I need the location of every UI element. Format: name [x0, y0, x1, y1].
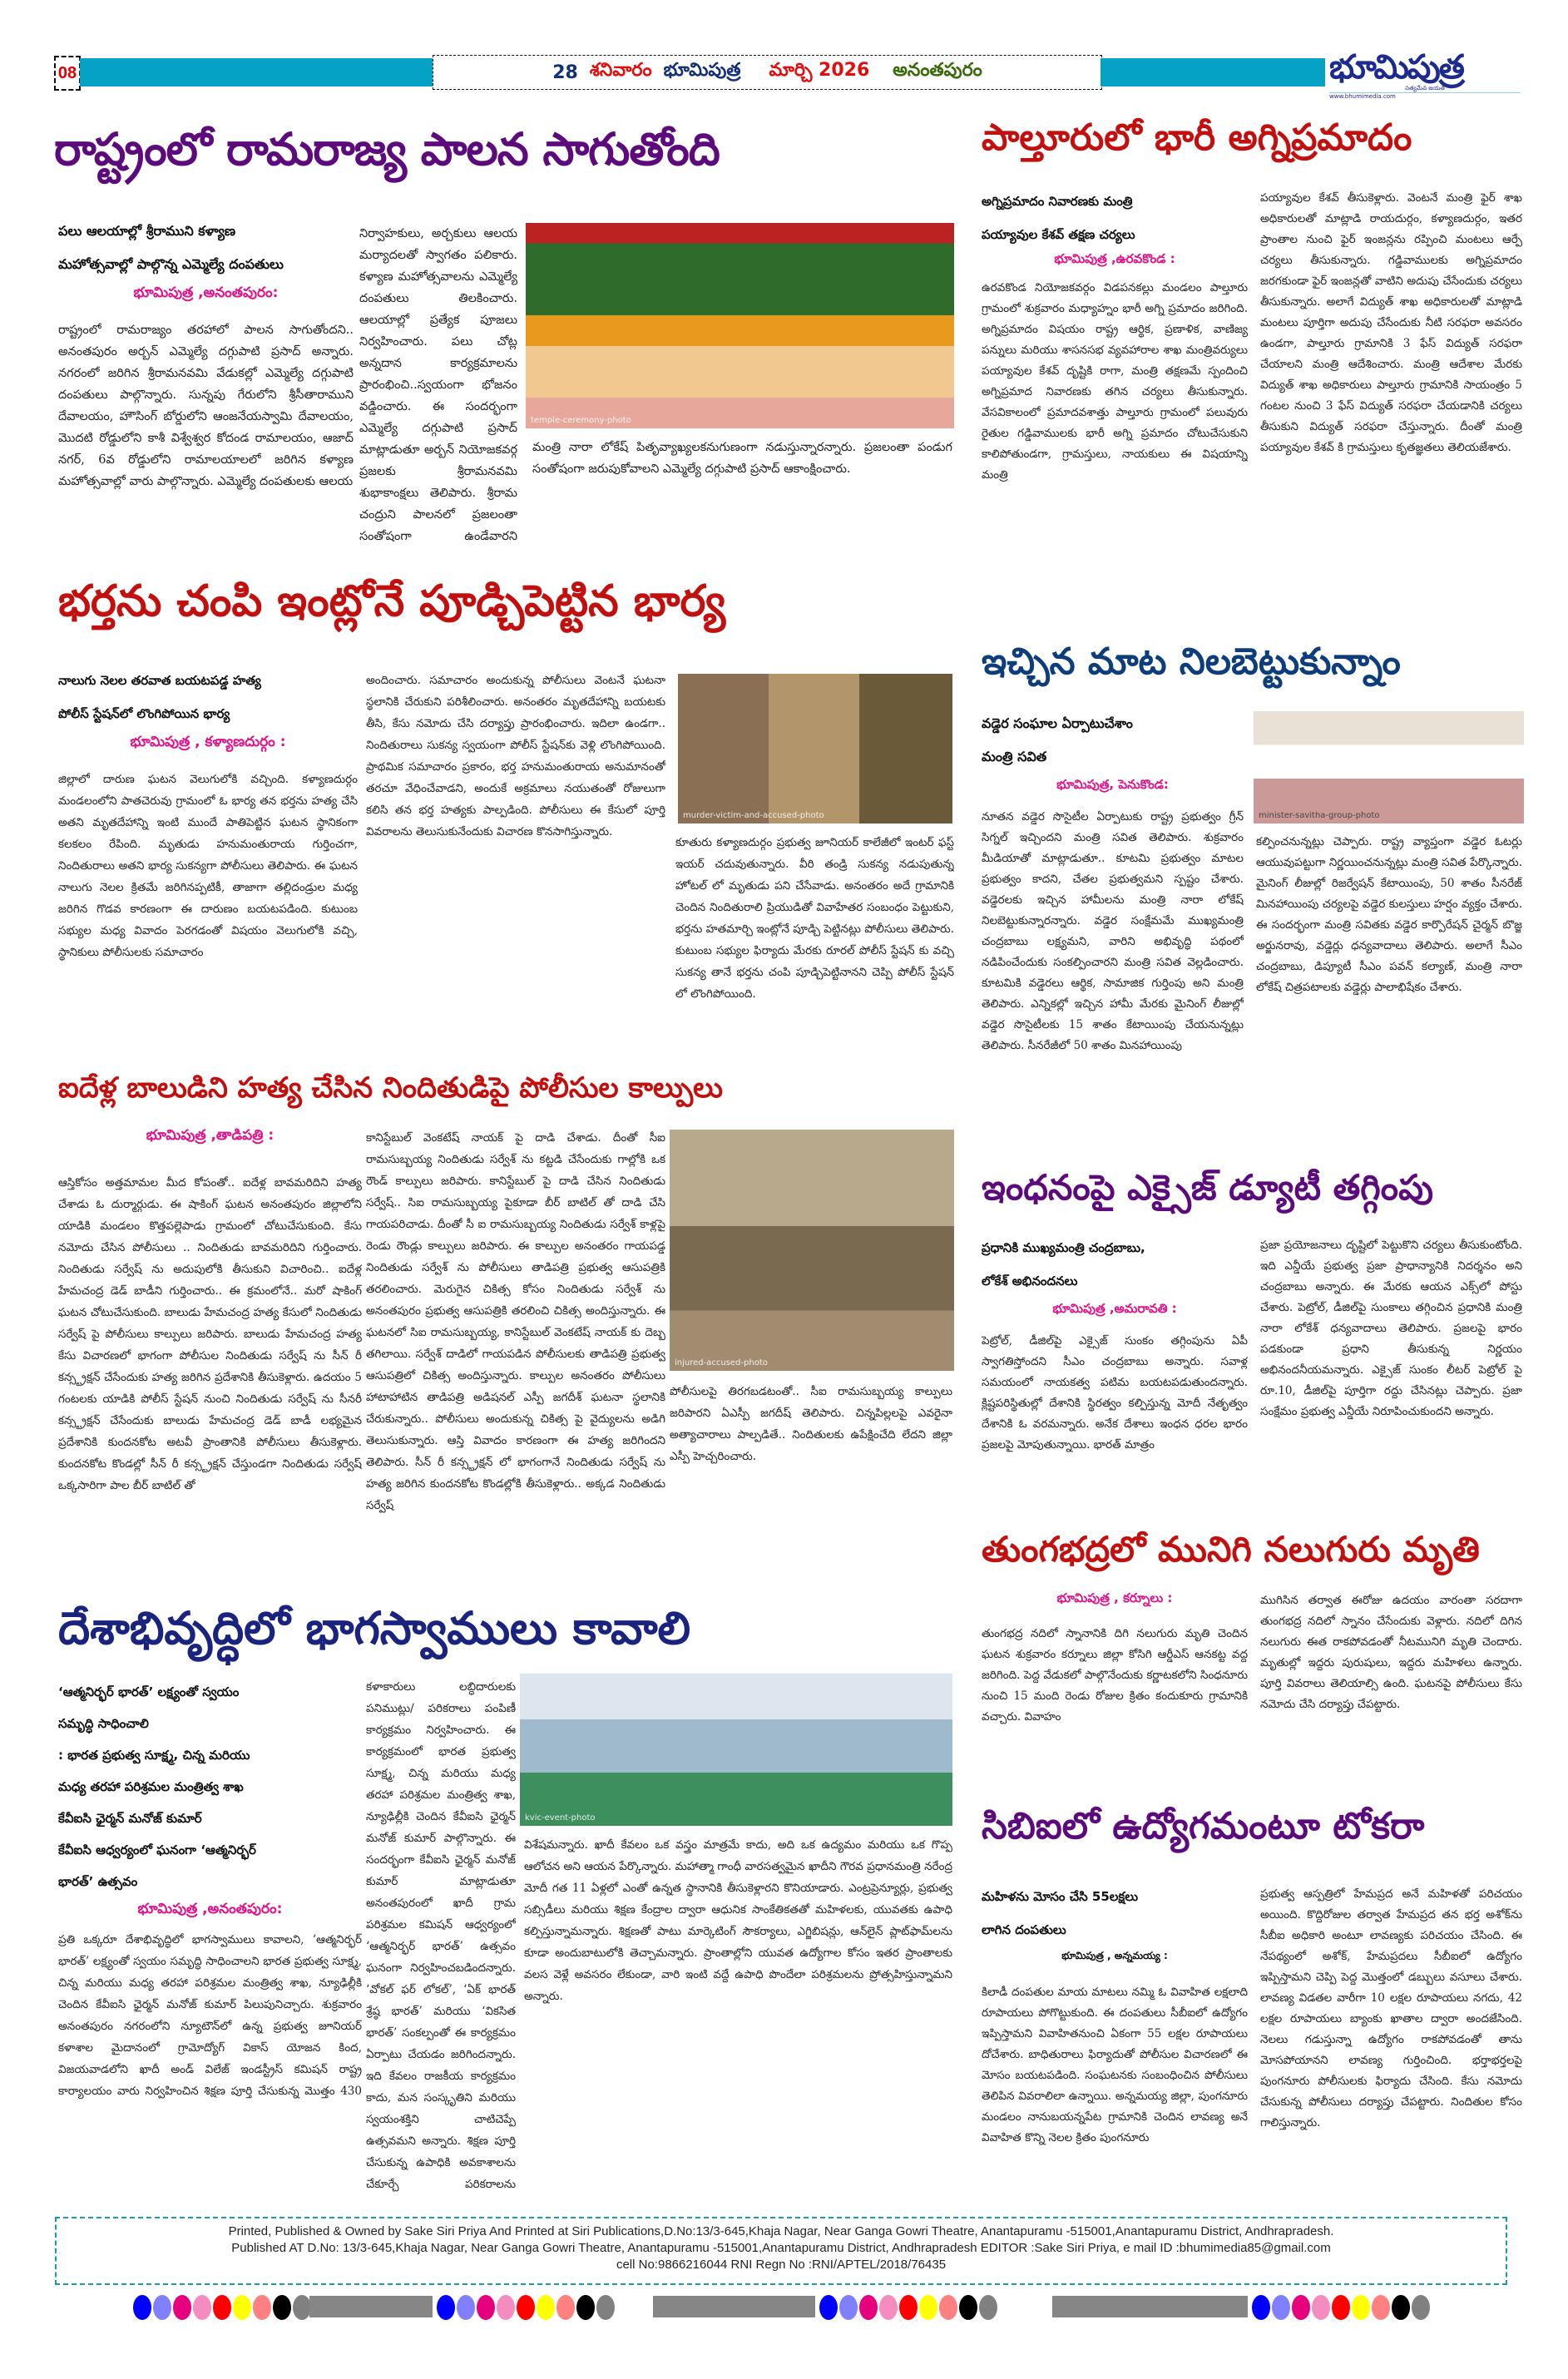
subhead: ‘ఆత్మనిర్భర్ భారత్’ లక్ష్యంతో స్వయం — [58, 1684, 240, 1699]
article-body: ముగిసిన తర్వాత ఈరోజు ఉదయం వారంతా సరదాగా తుంగభద్ర నదిలో స్నానం చేసేందుకు వెళ్లారు. నదిలో దిగిన నలుగురు ఈత రాకపోవడంతో నీటమునిగి మృతి చెందారు. మృతుల్లో ఇద్దరు పురుషులు, ఇద్దరు మహిళలు ఉన్నారు. పూర్తి వివరాలు తెలియాల్సి ఉంది. ఘటనపై పోలీసులు కేసు నమోదు చేసి దర్యాప్తు చేపట్టారు. — [1260, 1594, 1522, 1711]
registration-dot — [576, 2295, 595, 2320]
article-body: నూతన వడ్డెర సొసైటీల ఏర్పాటుకు రాష్ట్ర ప్రభుత్వం గ్రీన్ సిగ్నల్ ఇచ్చిందని మంత్రి సవిత తెలిపారు. శుక్రవారం మీడియాతో మాట్లాడుతూ.. కూటమి ప్రభుత్వం మాటల ప్రభుత్వం కాదని, చేతల ప్రభుత్వమని స్పష్టం చేశారు. వడ్డెరలకు ఇచ్చిన హామీలను మంత్రి నారా లోకేష్ నిలబెట్టుకున్నారన్నారు. వడ్డెర సంక్షేమమే ముఖ్యమంత్రి చంద్రబాబు లక్ష్యమని, వారిని అభివృద్ధి పథంలో నడిపించేందుకు సంకల్పించారని మంత్రి సవిత వెల్లడించారు. కూటమికి వడ్డెరలు ఆర్థిక, సామాజిక గుర్తింపు అని మంత్రి తెలిపారు. ఎన్నికల్లో ఇచ్చిన హామీ మేరకు మైనింగ్ లీజుల్లో వడ్డెర సొసైటీలకు 15 శాతం కేటాయింపు చేయనున్నట్లు తెలిపారు. సీనరేజీలో 50 శాతం మినహాయింపు — [982, 810, 1244, 1052]
temple-ceremony-photo: temple-ceremony-photo — [526, 223, 954, 428]
subhead: : భారత ప్రభుత్వ సూక్ష్మ, చిన్న మరియు — [58, 1748, 250, 1763]
registration-dot — [1412, 2295, 1430, 2320]
registration-dot — [859, 2295, 878, 2320]
registration-dot — [173, 2295, 191, 2320]
registration-dot — [919, 2295, 937, 2320]
article-body: పోలీసులపై తిరగబడటంతో.. సీఐ రామసుబ్బయ్య కాల్పులు జరిపారని ఏఎస్పీ జగదీష్ తెలిపారు. చిన్నపిల్లలపై ఎవరైనా అత్యాచారాలు పాల్పడితే.. నిందితులకు ఉపేక్షించేది లేదని జిల్లా ఎస్పీ హెచ్చరించారు. — [670, 1385, 952, 1463]
headline-excise-duty: ఇంధనంపై ఎక్సైజ్ డ్యూటీ తగ్గింపు — [982, 1167, 1433, 1208]
logo-text: భూమిపుత్ర — [1329, 50, 1463, 87]
article-body: కూతురు కళ్యాణదుర్గం ప్రభుత్వ జూనియర్ కాలేజీలో ఇంటర్ ఫస్ట్ ఇయర్ చదువుతున్నారు. వీరి తండ్రి సుకన్య నడుపుతున్న హోటల్ లో మృతుడు పని చేసేవాడు. అనంతరం అదే గ్రామానికి చెందిన నిందితురాలి ప్రియుడితో వివాహేతర సంబంధం పెట్టుకుని, భర్తను హతమార్చి ఇంట్లోనే పూడ్చి పెట్టినట్లు పోలీసులు తెలిపారు. కుటుంబ సభ్యుల ఫిర్యాదు మేరకు రూరల్ పోలీస్ స్టేషన్ కు వచ్చి సుకన్య తానే భర్తను చంపి పూడ్చిపెట్టినానని చెప్పి పోలీస్ స్టేషన్ లో లొంగిపోయింది. — [675, 836, 954, 1001]
gray-registration-bar — [309, 2296, 433, 2317]
imprint-line-1: Printed, Published & Owned by Sake Siri Priya And Printed at Siri Publications,D.No:13/3-645,Khaja Nagar, Near Ganga Gowri Theatre, Anantapuramu -515001,Anantapuramu District, Andhrapradesh. — [228, 2224, 1334, 2238]
registration-dot — [133, 2295, 151, 2320]
article-body: కళాకారులు లబ్ధిదారులకు పనిముట్లు/ పరికరాలు పంపిణీ కార్యక్రమం నిర్వహించారు. ఈ కార్యక్రమంలో భారత ప్రభుత్వ సూక్ష్మ, చిన్న మరియు మధ్య తరహా పరిశ్రమల మంత్రిత్వ శాఖ, న్యూఢిల్లీకి చెందిన కేవీఐసి ఛైర్మన్ మనోజ్ కుమార్ పాల్గొన్నారు. ఈ సందర్భంగా కేవీఐసి ఛైర్మన్ మనోజ్ కుమార్ మాట్లాడుతూ అనంతపురంలో ఖాదీ గ్రామ పరిశ్రమల కమిషన్ ఆధ్వర్యంలో ‘ఆత్మనిర్భర్ భారత్’ ఉత్సవం ఘనంగా నిర్వహించబడిందన్నారు. ‘వోకల్ ఫర్ లోకల్’, ‘ఏక్ భారత్ శ్రేష్ఠ భారత్’ మరియు ‘వికసిత భారత్’ సంకల్పంతో ఈ కార్యక్రమం ఏర్పాటు చేయడం జరిగిందన్నారు. ఇది కేవలం రాజకీయ కార్యక్రమం కాదు, మన సంస్కృతిని మరియు స్వయంశక్తిని చాటిచెప్పే ఉత్సవమని అన్నారు. శిక్షణ పూర్తి చేసుకున్న ఉపాధికి అవకాశాలను చేకూర్చే పరికరాలను — [366, 1680, 516, 2191]
article-ramarajya-intro — [58, 215, 354, 557]
article-body: కల్పించనున్నట్లు చెప్పారు. రాష్ట్ర వ్యాప్తంగా వడ్డెర ఓటర్లు ఆయువుపట్టుగా నిర్ణయించనున్నట్లు మంత్రి సవిత పేర్కొన్నారు. మైనింగ్ లీజుల్లో రిజర్వేషన్ కేటాయింపు, 50 శాతం సీనరేజ్ మినహాయింపు చర్యలపై వడ్డెర కులస్తులు హర్షం వ్యక్తం చేశారు. ఈ సందర్భంగా మంత్రి సవితకు వడ్డెర కార్పొరేషన్ చైర్మన్ బొజ్జ అర్జునరావు, వడ్డెర్లు ధన్యవాదాలు తెలిపారు. అలాగే సీఎం చంద్రబాబు, డిప్యూటీ సీఎం పవన్ కల్యాణ్, మంత్రి నారా లోకేష్ చిత్రపటాలకు వడ్డెర్లు పాలాభిషేకం చేశారు. — [1256, 835, 1522, 994]
page-number: 08 — [54, 56, 81, 91]
color-registration-marks — [437, 2294, 615, 2321]
article-body: ప్రజా ప్రయోజనాలు దృష్టిలో పెట్టుకొని చర్యలు తీసుకుంటోంది. ఇది ఎన్డీయే ప్రభుత్వ ప్రజా ప్రాధాన్యానికి నిదర్శనం అని చంద్రబాబు అన్నారు. ఈ మేరకు ఆయన ఎక్స్‌లో పోస్టు చేశారు. పెట్రోల్, డీజిల్‌పై సుంకాలు తగ్గించిన ప్రధానికి మంత్రి నారా లోకేశ్ ధన్యవాదాలు తెలిపారు. ప్రజలపై భారం పడకుండా ప్రధాని తీసుకున్న నిర్ణయం అభినందనీయమన్నారు. ఎక్సైజ్ సుంకం లీటర్ పెట్రోల్ పై రూ.10, డీజిల్‌పై పూర్తిగా రద్దు చేసినట్లు చెప్పారు. ప్రజా సంక్షేమం ప్రభుత్వ ఎన్డీయే నిరూపించుకుందని అన్నారు. — [1260, 1239, 1522, 1418]
color-registration-marks — [133, 2294, 311, 2321]
headline-police-firing: ఐదేళ్ల బాలుడిని హత్య చేసిన నిందితుడిపై పోలీసుల కాల్పులు — [58, 1071, 724, 1105]
article-body: విశేషమన్నారు. ఖాదీ కేవలం ఒక వస్త్రం మాత్రమే కాదు, అది ఒక ఉద్యమం మరియు ఒక గొప్ప ఆలోచన అని ఆయన పేర్కొన్నారు. మహాత్మా గాంధీ వారసత్వమైన ఖాదీని గౌరవ ప్రధానమంత్రి నరేంద్ర మోదీ గత 11 ఏళ్లలో ఎంతో ఉన్నత స్థానానికి తీసుకెళ్లారని కొనియాడారు. ఎంట్రప్రెన్యూర్లు, ప్రభుత్వ సబ్సిడీలు మరియు శిక్షణ కేంద్రాల ద్వారా ఆధునిక సాంకేతికతతో మహిళలకు, యువతకు ఉపాధి కల్పిస్తున్నామన్నారు. శిక్షణతో పాటు మార్కెటింగ్ సౌకర్యాలు, ఎగ్జిబిషన్లు, ఆన్‌లైన్ ప్లాట్‌ఫామ్‌లను కూడా అందుబాటులోకి తెచ్చామన్నారు. ప్రాంతాల్లోని యువత ఉద్యోగాల కోసం ఇతర ప్రాంతాలకు వలస వెళ్లే అవసరం లేకుండా, వారి ఇంటి వద్దే ఉపాధి పొందేలా పరిశ్రమలను ప్రోత్సహిస్తున్నామని అన్నారు. — [524, 1838, 952, 2003]
registration-dot — [596, 2295, 615, 2320]
article-body: ప్రభుత్వ ఆస్పత్రిలో హేమప్రద అనే మహిళతో పరిచయం అయింది. కొద్దిరోజుల తర్వాత హేమప్రద తన భర్త అశోక్‌ను సీబీఐ అధికారి అంటూ లావణ్యకు పరిచయం చేసింది. ఈ నేపథ్యంలో అశోక్, హేమప్రదలు సీబీఐలో ఉద్యోగం ఇప్పిస్తామని చెప్పి పెద్ద మొత్తంలో డబ్బులు వసూలు చేశారు. లావణ్య విడతల వారీగా 10 లక్షల రూపాయలు నగదు, 42 లక్షల రూపాయలు బ్యాంకు ఖాతాల ద్వారా అందజేసింది. నెలలు గడుస్తున్నా ఉద్యోగం రాకపోవడంతో తాను మోసపోయానని లావణ్య గుర్తించింది. భర్తాభర్తలపై పుంగనూరు పోలీసులకు ఫిర్యాదు చేసింది. కేసు నమోదు చేసుకున్న పోలీసులు దర్యాప్తు చేపట్టారు. నిందితుల కోసం గాలిస్తున్నారు. — [1260, 1887, 1522, 2129]
registration-dot — [979, 2295, 997, 2320]
registration-dot — [839, 2295, 858, 2320]
dateline: భూమిపుత్ర , అన్నమయ్య : — [1061, 1950, 1168, 1961]
registration-dot — [537, 2295, 555, 2320]
registration-dot — [293, 2295, 311, 2320]
headline-promise-kept: ఇచ్చిన మాట నిలబెట్టుకున్నాం — [982, 640, 1401, 683]
subhead: మహోత్సవాల్లో పాల్గొన్న ఎమ్మెల్యే దంపతులు — [58, 256, 284, 272]
article-body: కిలాడీ దంపతుల మాయ మాటలు నమ్మి ఓ వివాహిత లక్షలాది రూపాయలు పోగొట్టుకుంది. ఈ దంపతులు సీబీఐలో ఉద్యోగం ఇప్పిస్తామని వివాహితనుంచి ఏకంగా 55 లక్షల రూపాయలు దోచేశారు. బాధితురాలు ఫిర్యాదుతో పోలీసుల విచారణలో ఈ మోసం బయటపడింది. సంఘటనకు సంబంధించిన పోలీసులు తెలిపిన వివరాలిలా ఉన్నాయి. అన్నమయ్య జిల్లా, పుంగనూరు మండలం నానుబయన్నపేట గ్రామానికి చెందిన లావణ్య అనే వివాహిత కొన్ని నెలల క్రితం పుంగనూరు — [982, 1986, 1248, 2144]
murder-victim-and-accused-photo: murder-victim-and-accused-photo — [678, 674, 952, 824]
registration-dot — [939, 2295, 957, 2320]
masthead-logo — [1329, 50, 1521, 103]
registration-dot — [457, 2295, 475, 2320]
header-bar-right — [1101, 58, 1325, 87]
dateline: భూమిపుత్ర ,ఉరవకొండ : — [1054, 251, 1175, 266]
registration-dot — [556, 2295, 575, 2320]
article-khadi-intro — [58, 1676, 362, 2102]
logo-tagline: సత్యమేవ జయతే — [1405, 85, 1445, 92]
registration-dot — [879, 2295, 898, 2320]
article-savitha-intro — [982, 707, 1244, 1119]
subhead: సమృద్ధి సాధించాలి — [58, 1716, 149, 1731]
subhead: భారత్’ ఉత్సవం — [58, 1874, 138, 1889]
header-bar-left — [80, 58, 433, 87]
headline-cbi-fraud: సిబిఐలో ఉద్యోగమంటూ టోకరా — [982, 1805, 1425, 1847]
article-tungabhadra-intro — [982, 1590, 1248, 1769]
registration-dot — [273, 2295, 291, 2320]
dateline: భూమిపుత్ర ,అనంతపురం: — [133, 284, 279, 301]
injured-accused-photo: injured-accused-photo — [670, 1130, 954, 1371]
article-body: తుంగభద్ర నదిలో స్నానానికి దిగి నలుగురు మృతి చెందిన ఘటన శుక్రవారం కర్నూలు జిల్లా కోసిగి ఆర్డీఎస్ ఆనకట్ట వద్ద జరిగింది. పెద్ద వేడుకలో పాల్గొనేందుకు కర్ణాటకలోని సింధనూరు నుంచి 15 మంది రెండు రోజుల క్రితం కందుకూరు గ్రామానికి వచ్చారు. వివాహం — [982, 1627, 1248, 1724]
subhead: వడ్డెర సంఘాల ఏర్పాటుచేశాం — [982, 715, 1133, 731]
registration-dot — [819, 2295, 838, 2320]
subhead: మహిళను మోసం చేసి 55లక్షలు — [982, 1889, 1139, 1904]
headline-wife-murder: భర్తను చంపి ఇంట్లోనే పూడ్చిపెట్టిన భార్య — [58, 576, 726, 626]
subhead: నాలుగు నెలల తరవాత బయటపడ్డ హత్య — [58, 673, 261, 688]
registration-dot — [1372, 2295, 1390, 2320]
subhead: మధ్య తరహా పరిశ్రమల మంత్రిత్వ శాఖ — [58, 1779, 244, 1794]
registration-dot — [899, 2295, 918, 2320]
gray-registration-bar — [1052, 2296, 1248, 2317]
month-year: మార్చి 2026 — [769, 60, 870, 81]
registration-dot — [1352, 2295, 1370, 2320]
paper-name: భూమిపుత్ర — [663, 60, 741, 81]
weekday: శనివారం — [589, 60, 652, 81]
article-excise-intro — [982, 1231, 1248, 1476]
subhead: పోలీస్ స్టేషన్‌లో లొంగిపోయిన భార్య — [58, 706, 230, 721]
article-cbi-intro — [982, 1880, 1248, 2190]
article-murder-intro — [58, 664, 358, 1028]
dateline-banner — [433, 55, 1102, 90]
article-body: నిర్వాహకులు, అర్చకులు ఆలయ మర్యాదలతో స్వాగతం పలికారు. కళ్యాణ మహోత్సవాలను ఎమ్మెల్యే దంపతులు తిలకించారు. ఆలయాల్లో ప్రత్యేక పూజలు నిర్వహించారు. పలు చోట్ల అన్నదాన కార్యక్రమాలను ప్రారంభించి..స్వయంగా భోజనం వడ్డించారు. ఈ సందర్భంగా ఎమ్మెల్యే దగ్గుపాటి ప్రసాద్ మాట్లాడుతూ అర్బన్ నియోజకవర్గ ప్రజలకు శ్రీరామనవమి శుభాకాంక్షలు తెలిపారు. శ్రీరామ చంద్రుని పాలనలో ప్రజలంతా సంతోషంగా ఉండేవారని — [359, 227, 517, 543]
subhead: పలు ఆలయాల్లో శ్రీరాముని కళ్యాణ — [58, 223, 236, 239]
day-number: 28 — [552, 62, 578, 83]
edition-name: అనంతపురం — [893, 60, 982, 81]
subhead: పయ్యావుల కేశవ్ తక్షణ చర్యలు — [982, 227, 1135, 242]
registration-dot — [233, 2295, 251, 2320]
subhead: లాగిన దంపతులు — [982, 1922, 1066, 1937]
article-body: మంత్రి నారా లోకేష్ పితృవ్యాఖ్యలకనుగుణంగా నడుస్తున్నారన్నారు. ప్రజలంతా పండుగ సంతోషంగా జరుపుకోవాలని ఎమ్మెల్యే దగ్గుపాటి ప్రసాద్ ఆకాంక్షించారు. — [532, 441, 952, 476]
kvic-event-photo: kvic-event-photo — [520, 1674, 952, 1826]
minister-savitha-group-photo: minister-savitha-group-photo — [1254, 711, 1524, 824]
article-body: ఉరవకొండ నియోజకవర్గం విడపనకల్లు మండలం పాల్తూరు గ్రామంలో శుక్రవారం మధ్యాహ్నం భారీ అగ్ని ప్రమాదం జరిగింది. అగ్నిప్రమాదం విషయం రాష్ట్ర ఆర్థిక, ప్రణాళిక, వాణిజ్య పన్నులు మరియు శాసనసభ వ్యవహారాల శాఖ మంత్రివర్యులు పయ్యావుల కేశవ్ దృష్టికి రాగా, మంత్రి తక్షణమే స్పందించి అగ్నిప్రమాద నివారణకు తగిన చర్యలు తీసుకున్నారు. వేసవికాలంలో ప్రమాదవశాత్తు పాల్తూరు గ్రామంలో పలువురు రైతుల గడ్డివాములకు భారీ అగ్ని ప్రమాదం చోటుచేసుకుని కాలిపోతుండగా, గ్రామస్తులు, నాయకులు ఈ విషయాన్ని మంత్రి — [982, 281, 1248, 482]
imprint-footer — [55, 2217, 1507, 2285]
dateline: భూమిపుత్ర , కళ్యాణదుర్గం : — [130, 734, 286, 750]
registration-dot — [1272, 2295, 1290, 2320]
color-registration-marks — [1252, 2294, 1430, 2321]
article-body: కానిస్టేబుల్ వెంకటేష్ నాయక్ పై దాడి చేశాడు. దీంతో సీఐ రామసుబ్బయ్య నిందితుడు సర్వేశ్ ను కట్టడి చేసేందుకు గాల్లోకి ఒక రౌండ్ కాల్పులు జరిపారు. కానిస్టేబుల్ పై దాడి చేసిన నిందితుడు సర్వేష్.. సిఐ రామసుబ్బయ్య పైకూడా బీర్ బాటిల్ తో దాడి చేసి గాయపరిచాడు. దీంతో సీ ఐ రామసుబ్బయ్య నిందితుడు సర్వేశ్ కాళ్లపై రెండు రౌండ్లు కాల్పులు జరిపారు. ఈ కాల్పుల అనంతరం గాయపడ్డ నిందితుడు సర్వేశ్ ను పోలీసులు తాడిపత్రి ప్రభుత్వ ఆసుపత్రికి తరలించారు. మెరుగైన చికిత్స కోసం నిందితుడు సర్వేశ్ ను అనంతపురం ప్రభుత్వ ఆసుపత్రికి తరలించి చికిత్స అందిస్తున్నారు. ఈ ఘటనలో సిఐ రామసుబ్బయ్య, కానిస్టేబుల్ వెంకటేష్ నాయక్ కు దెబ్బ తగిలాయి. సర్వేశ్ దాడిలో గాయపడిన పోలీసులకు తాడిపత్రి ప్రభుత్వ ఆసుపత్రిలో చికిత్స అందిస్తున్నారు. కాల్పుల అనంతరం పోలీసులు హాటాహాటిన తాడిపత్రి అడిషనల్ ఎస్పీ జగదీశ్ ఘటనా స్థలానికి చేరుకున్నారు.. పోలీసులు అందుకున్న చికిత్స పై వైద్యులను అడిగి తెలుసుకున్నారు. ఆస్తి వివాదం కారణంగా ఈ హత్య జరిగిందని తెలిపారు. సీన్ రీ కన్స్ట్రక్షన్ లో భాగంగానే నిందితుడు సర్వేష్ ను హత్య జరిగిన కుందనకోట కొండల్లోకి తీసుకెళ్లారు.. అక్కడ నిందితుడు సర్వేష్ — [366, 1131, 665, 1512]
logo-website: www.bhumimedia.com — [1329, 93, 1396, 100]
headline-ramarajya: రాష్ట్రంలో రామరాజ్య పాలన సాగుతోంది — [54, 123, 720, 176]
imprint-line-2: Published AT D.No: 13/3-645,Khaja Nagar, Near Ganga Gowri Theatre, Anantapuramu -515001,Anantapuramu District, Andhrapradesh EDITOR :Sake Siri Priya, e mail ID :bhumimedia85@gmail.com — [231, 2241, 1331, 2255]
headline-nation-development: దేశాభివృద్ధిలో భాగస్వాములు కావాలి — [58, 1602, 691, 1654]
dateline: భూమిపుత్ర , కర్నూలు : — [1056, 1590, 1173, 1605]
headline-palthuru-fire: పాల్తూరులో భారీ అగ్నిప్రమాదం — [982, 116, 1412, 159]
registration-dot — [1252, 2295, 1270, 2320]
subhead: మంత్రి సవిత — [982, 749, 1047, 764]
registration-dot — [253, 2295, 271, 2320]
registration-dot — [193, 2295, 211, 2320]
dateline: భూమిపుత్ర, పెనుకొండ: — [1056, 777, 1169, 792]
headline-tungabhadra: తుంగభద్రలో మునిగి నలుగురు మృతి — [982, 1529, 1480, 1570]
registration-dot — [477, 2295, 495, 2320]
registration-dot — [1392, 2295, 1410, 2320]
color-registration-marks — [819, 2294, 997, 2321]
gray-registration-bar — [653, 2296, 815, 2317]
subhead: లోకేశ్ అభినందనలు — [982, 1274, 1078, 1288]
registration-dot — [959, 2295, 977, 2320]
imprint-line-3: cell No:9866216044 RNI Regn No :RNI/APTEL/2018/76435 — [616, 2258, 947, 2272]
article-body: ఆస్తికోసం అత్తమామల మీద కోపంతో.. ఐదేళ్ల బావమరిదిని హత్య చేశాడు ఓ దుర్మార్గుడు. ఈ షాకింగ్ ఘటన అనంతపురం జిల్లాలోని యాడికి మండలం కొత్తపల్లెపాడు గ్రామంలో చోటుచేసుకుంది. కేసు నమోదు చేసిన పోలీసులు .. నిందితుడు బావమరిదిని గుర్తించారు. నిందితుడు సర్వేష్ ను అదుపులోకి తీసుకుని విచారించి.. ఐదేళ్ల హేమచంద్ర డెడ్ బాడీని గుర్తించారు.. ఈ క్రమంలోనే.. మరో షాకింగ్ ఘటన చోటుచేసుకుంది. బాలుడు హేమచంద్ర హత్య కేసులో నిందితుడు సర్వేష్ పై పోలీసులు కాల్పులు జరిపారు. బాలుడు హేమచంద్ర హత్య కేసు విచారణలో భాగంగా పోలీసుల నిందితుడు సర్వేష్ ను సీన్ రీ కన్స్ట్రక్షన్ చేసేందుకు హత్య జరిగిన ప్రదేశానికి తీసుకెళ్లారు. ఉదయం 5 గంటలకు యాడికి పోలీస్ స్టేషన్ నుంచి నిందితుడు సర్వేష్ ను సీనరీ కన్స్ట్రక్షన్ చేసేందుకు బాలుడు హేమచంద్ర డెడ్ బాడీ లభ్యమైన ప్రదేశానికి కుందనకోట అటవీ ప్రాంతానికి పోలీసులు తీసుకెళ్లారు. కుందనకోట కొండల్లో సీన్ రీ కన్స్ట్రక్షన్ చేస్తుండగా నిందితుడు సర్వేష్ ఒక్కసారిగా పాల బీర్ బాటిల్ తో — [58, 1176, 362, 1492]
subhead: ప్రధానికి ముఖ్యమంత్రి చంద్రబాబు, — [982, 1240, 1145, 1255]
dateline: భూమిపుత్ర ,తాడిపత్రి : — [146, 1127, 275, 1144]
registration-dot — [1332, 2295, 1350, 2320]
subhead: అగ్నిప్రమాదం నివారణకు మంత్రి — [982, 194, 1133, 209]
article-body: పెట్రోల్, డీజిల్‌పై ఎక్సైజ్ సుంకం తగ్గింపును ఏపీ స్వాగతిస్తోందని సీఎం చంద్రబాబు అన్నారు. సవాళ్ల సమయంలో నాయకత్వ పటిమ బయటపడుతుందన్నారు. క్లిష్టపరిస్థితుల్లో దేశానికి స్థిరత్వం కల్పిస్తున్న మోదీ నేతృత్వం దేశానికి ఓ వరమన్నారు. అనేక దేశాలు ఇంధన ధరల భారం ప్రజలపై మోపుతున్నాయి. భారత్ మాత్రం — [982, 1334, 1248, 1452]
article-firing-intro — [58, 1127, 362, 1561]
subhead: కేవీఐసి ఆధ్వర్యంలో ఘనంగా ‘ఆత్మనిర్భర్ — [58, 1842, 256, 1857]
registration-dot — [1312, 2295, 1330, 2320]
registration-dot — [1292, 2295, 1310, 2320]
registration-dot — [437, 2295, 455, 2320]
registration-dot — [517, 2295, 535, 2320]
dateline: భూమిపుత్ర ,అమరావతి : — [1052, 1301, 1177, 1316]
registration-dot — [497, 2295, 515, 2320]
dateline: భూమిపుత్ర ,అనంతపురం: — [137, 1901, 283, 1917]
registration-dot — [213, 2295, 231, 2320]
article-body: జిల్లాలో దారుణ ఘటన వెలుగులోకి వచ్చింది. కళ్యాణదుర్గం మండలంలోని పాతచెరువు గ్రామంలో ఓ భార్య తన భర్తను హత్య చేసి అతని మృతదేహాన్ని ఇంటి ముందే పాతిపెట్టిన ఘటన స్థానికంగా కలకలం రేపింది. మృతుడు హనుమంతురాయ గుర్తించగా, నిందితురాలు అతని భార్య సుకన్యగా పోలీసులు తెలిపారు. ఈ ఘటన నాలుగు నెలల క్రితమే జరిగినప్పటికీ, తాజాగా తల్లిదండ్రుల మధ్య జరిగిన గొడవ కారణంగా ఈ దారుణం బయటపడింది. కుటుంబ సభ్యుల మధ్య వివాదం పెరగడంతో విషయం వెలుగులోకి వచ్చి, స్థానికులు పోలీసులకు సమాచారం — [58, 773, 358, 959]
article-palthuru-intro — [982, 185, 1248, 590]
registration-dot — [153, 2295, 171, 2320]
article-body: అందించారు. సమాచారం అందుకున్న పోలీసులు వెంటనే ఘటనా స్థలానికి చేరుకుని పరిశీలించారు. అనంతరం మృతదేహాన్ని బయటకు తీసి, కేసు నమోదు చేసి దర్యాప్తు ప్రారంభించారు. ఇదిలా ఉండగా.. నిందితురాలు సుకన్య స్వయంగా పోలీస్ స్టేషన్‌కు వెళ్లి లొంగిపోయింది. ప్రాథమిక సమాచారం ప్రకారం, భర్త హనుమంతురాయ అనుమానంతో తరచూ వేధించేవాడని, అందుకే అక్రమాలు నయుతంతో రోజులుగా కలిసి తన భర్త హత్యకు పాల్పడింది. పోలీసులు ఈ కేసులో పూర్తి వివరాలను తెలుసుకునేందుకు విచారణ కొనసాగిస్తున్నారు. — [366, 674, 665, 838]
article-body: రాష్ట్రంలో రామరాజ్యం తరహాలో పాలన సాగుతోందని.. అనంతపురం అర్బన్ ఎమ్మెల్యే దగ్గుపాటి ప్రసాద్ అన్నారు. నగరంలో జరిగిన శ్రీరామనవమి వేడుకల్లో ఎమ్మెల్యే దగ్గుపాటి దంపతులు పాల్గొన్నారు. సున్నపు గేరులోని శ్రీసీతారాముని దేవాలయం, హౌసింగ్ బోర్డులోని ఆంజనేయస్వామి దేవాలయం, మొదటి రోడ్డులోని కాశీ విశ్వేశ్వర కోదండ రామాలయం, ఆజాద్ నగర్, 6వ రోడ్డులోని రామాలయాలలో జరిగిన కళ్యాణ మహోత్సవాల్లో వారు పాల్గొన్నారు. ఎమ్మెల్యే దంపతులకు ఆలయ — [58, 324, 354, 488]
subhead: కేవీఐసి ఛైర్మన్ మనోజ్ కుమార్ — [58, 1811, 202, 1826]
article-body: ప్రతి ఒక్కరూ దేశాభివృద్ధిలో భాగస్వాములు కావాలని, ‘ఆత్మనిర్భర్ భారత్’ లక్ష్యంతో స్వయం సమృద్ధి సాధించాలని భారత ప్రభుత్వ సూక్ష్మ, చిన్న మరియు మధ్య తరహా పరిశ్రమల మంత్రిత్వ శాఖ, న్యూఢిల్లీకి చెందిన కేవీఐసి ఛైర్మన్ మనోజ్ కుమార్ పిలుపునిచ్చారు. శుక్రవారం అనంతపురం నగరంలోని న్యూటౌన్‌లో ఉన్న ప్రభుత్వ జూనియర్ కళాశాల మైదానంలో గ్రామోద్యోగ్ వికాస్ యోజన కింద, విజయవాడలోని ఖాదీ అండ్ విలేజ్ ఇండస్ట్రీస్ కమిషన్ రాష్ట్ర కార్యాలయం వారు నిర్వహించిన శిక్షణ పూర్తి చేసుకున్న మొత్తం 430 — [58, 1933, 362, 2098]
article-body: పయ్యావుల కేశవ్ తీసుకెళ్లారు. వెంటనే మంత్రి ఫైర్ శాఖ అధికారులతో మాట్లాడి రాయదుర్గం, కళ్యాణదుర్గం, ఇతర ప్రాంతాల నుంచి ఫైర్ ఇంజన్లను రప్పించి మంటలు ఆర్పే చర్యలు తీసుకున్నారు. గడ్డివాములకు అగ్నిప్రమాదం జరగకుండా ఫైర్ ఇంజన్లతో వాటిని అదుపు చేసేందుకు చర్యలు తీసుకున్నారు. అలాగే విద్యుత్ శాఖ అధికారులతో మాట్లాడి మంటలు పూర్తిగా అదుపు చేసేందుకు నీటి సరఫరా అవసరం ఉండగా, పాల్తూరు గ్రామానికి 3 ఫేస్ విద్యుత్ సరఫరా చేయాలని మంత్రి ఆదేశించారు. మంత్రి ఆదేశాల మేరకు విద్యుత్ శాఖ అధికారులు పాల్తూరు గ్రామానికి సాయంత్రం 5 గంటల నుంచి 3 ఫేస్ విద్యుత్ సరఫరా చేయడానికి చర్యలు తీసుకుని విద్యుత్ సరఫరా చేస్తున్నారు. దీంతో మంత్రి పయ్యావుల కేశవ్ కి గ్రామస్తులు కృతజ్ఞతలు తెలియజేశారు. — [1260, 191, 1522, 454]
